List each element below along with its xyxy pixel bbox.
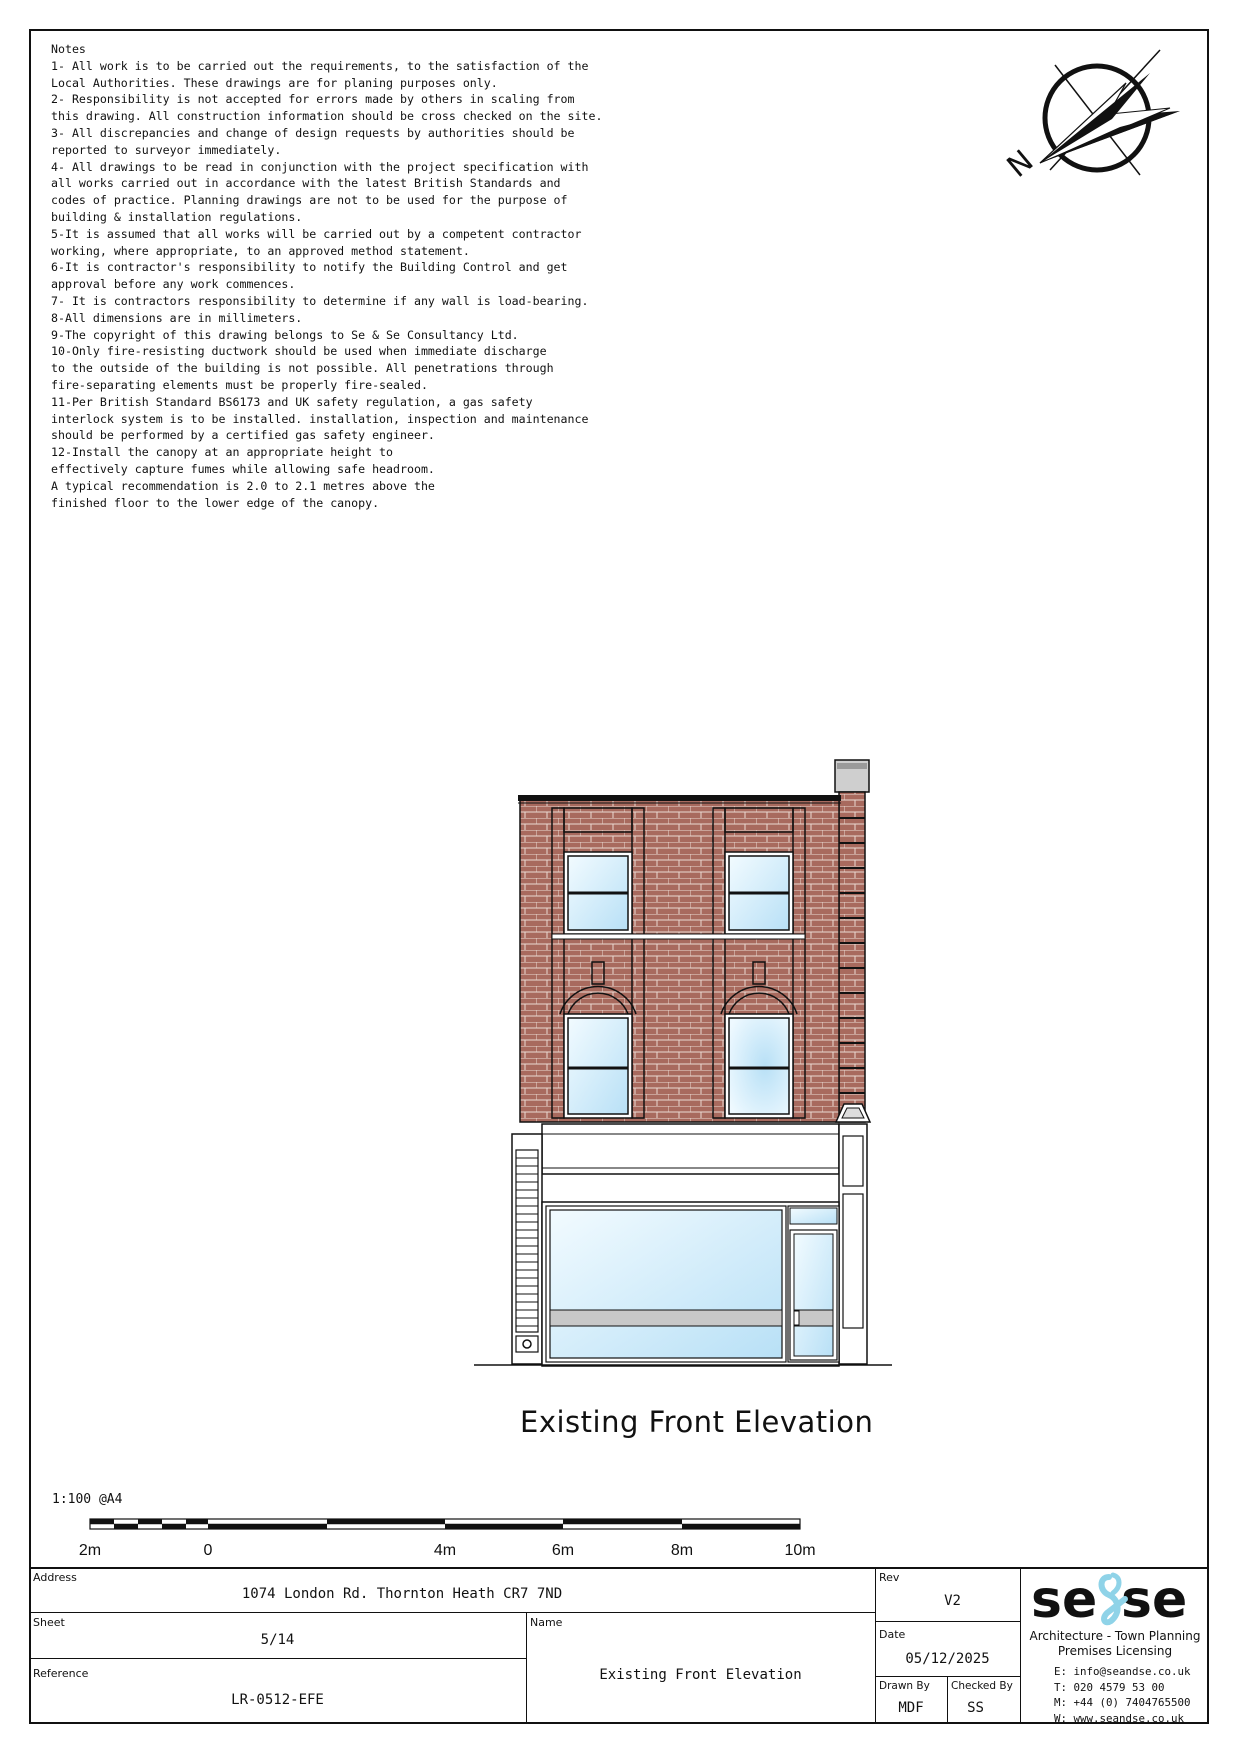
checked-by-cell (947, 1676, 1020, 1724)
checked-by-label: Checked By (951, 1680, 1013, 1692)
note-line: fire-separating elements must be properly fire-sealed. (51, 377, 428, 392)
note-line: 5-It is assumed that all works will be carried out by a competent contractor (51, 226, 582, 241)
company-block (1021, 1569, 1209, 1724)
checked-by-value: SS (967, 1700, 984, 1716)
note-line: effectively capture fumes while allowing safe headroom. (51, 461, 435, 476)
company-mobile: M: +44 (0) 7404765500 (1054, 1696, 1191, 1709)
note-line: 6-It is contractor's responsibility to notify the Building Control and get (51, 260, 568, 275)
note-line: 7- It is contractors responsibility to determine if any wall is load-bearing. (51, 293, 589, 308)
scale-label-4m: 4m (433, 1542, 457, 1559)
company-phone: T: 020 4579 53 00 (1054, 1680, 1165, 1694)
note-line: finished floor to the lower edge of the canopy. (51, 495, 380, 510)
company-web: W: www.seandse.co.uk (1054, 1711, 1185, 1725)
north-arrow-icon (1000, 45, 1190, 195)
logo-text-right: se (1121, 1570, 1188, 1630)
rev-value: V2 (944, 1593, 961, 1609)
company-logo (1021, 1569, 1209, 1630)
drawn-by-label: Drawn By (879, 1680, 930, 1692)
note-line: A typical recommendation is 2.0 to 2.1 metres above the (51, 478, 435, 493)
company-email: E: info@seandse.co.uk (1054, 1665, 1191, 1678)
note-line: 2- Responsibility is not accepted for errors made by others in scaling from (51, 92, 575, 107)
company-tagline-2: Premises Licensing (1057, 1644, 1173, 1658)
rev-label: Rev (879, 1571, 900, 1584)
note-line: 3- All discrepancies and change of design requests by authorities should be (51, 125, 575, 140)
sheet-value: 5/14 (260, 1632, 295, 1648)
note-line: reported to surveyor immediately. (51, 142, 282, 157)
name-label: Name (530, 1616, 563, 1629)
note-line: 9-The copyright of this drawing belongs to Se & Se Consultancy Ltd. (51, 327, 519, 342)
scale-label-6m: 6m (551, 1542, 575, 1559)
scale-bar (70, 1516, 816, 1560)
note-line: interlock system is to be installed. installation, inspection and maintenance (51, 411, 589, 426)
date-value: 05/12/2025 (905, 1651, 990, 1667)
notes-lines (51, 58, 603, 512)
note-line: 1- All work is to be carried out the requirements, to the satisfaction of the (51, 58, 589, 73)
note-line: building & installation regulations. (51, 209, 303, 224)
note-line: to the outside of the building is not possible. All penetrations through (51, 361, 554, 376)
scale-label-8m: 8m (670, 1542, 694, 1559)
rev-cell (875, 1567, 1020, 1621)
scale-label-10m: 10m (784, 1542, 816, 1559)
name-cell (526, 1612, 875, 1724)
note-line: 11-Per British Standard BS6173 and UK safety regulation, a gas safety (51, 394, 533, 409)
note-line: 4- All drawings to be read in conjunction with the project specification with (51, 159, 589, 174)
note-line: 8-All dimensions are in millimeters. (51, 310, 303, 325)
date-cell (875, 1621, 1020, 1676)
note-line: all works carried out in accordance with the latest British Standards and (51, 176, 561, 191)
note-line: approval before any work commences. (51, 277, 296, 292)
note-line: 12-Install the canopy at an appropriate height to (51, 445, 394, 460)
reference-cell (29, 1658, 526, 1724)
address-cell (29, 1567, 875, 1612)
name-value: Existing Front Elevation (599, 1667, 802, 1683)
notes-title: Notes (51, 42, 86, 56)
note-line: this drawing. All construction information should be cross checked on the site. (51, 109, 603, 124)
note-line: 10-Only fire-resisting ductwork should be used when immediate discharge (51, 344, 547, 359)
note-line: Local Authorities. These drawings are for planing purposes only. (51, 75, 498, 90)
note-line: codes of practice. Planning drawings are not to be used for the purpose of (51, 193, 568, 208)
note-line: should be performed by a certified gas safety engineer. (51, 428, 435, 443)
drawing-title: Existing Front Elevation (520, 1405, 874, 1439)
logo-text-left: se (1031, 1570, 1098, 1630)
address-label: Address (33, 1571, 77, 1584)
notes-block (51, 41, 603, 511)
sheet-label: Sheet (33, 1616, 65, 1629)
north-letter: N (1000, 143, 1041, 185)
scale-label-0: 0 (203, 1542, 213, 1559)
scale-ratio: 1:100 @A4 (52, 1492, 123, 1507)
front-elevation-drawing (470, 758, 900, 1370)
date-label: Date (879, 1628, 906, 1641)
sheet-cell (29, 1612, 526, 1658)
scale-label-2m: 2m (78, 1542, 102, 1559)
company-tagline-1: Architecture - Town Planning (1029, 1629, 1201, 1643)
note-line: working, where appropriate, to an approved method statement. (51, 243, 470, 258)
address-value: 1074 London Rd. Thornton Heath CR7 7ND (241, 1586, 563, 1602)
reference-value: LR-0512-EFE (231, 1692, 324, 1708)
drawn-by-value: MDF (898, 1700, 924, 1716)
reference-label: Reference (33, 1667, 89, 1680)
